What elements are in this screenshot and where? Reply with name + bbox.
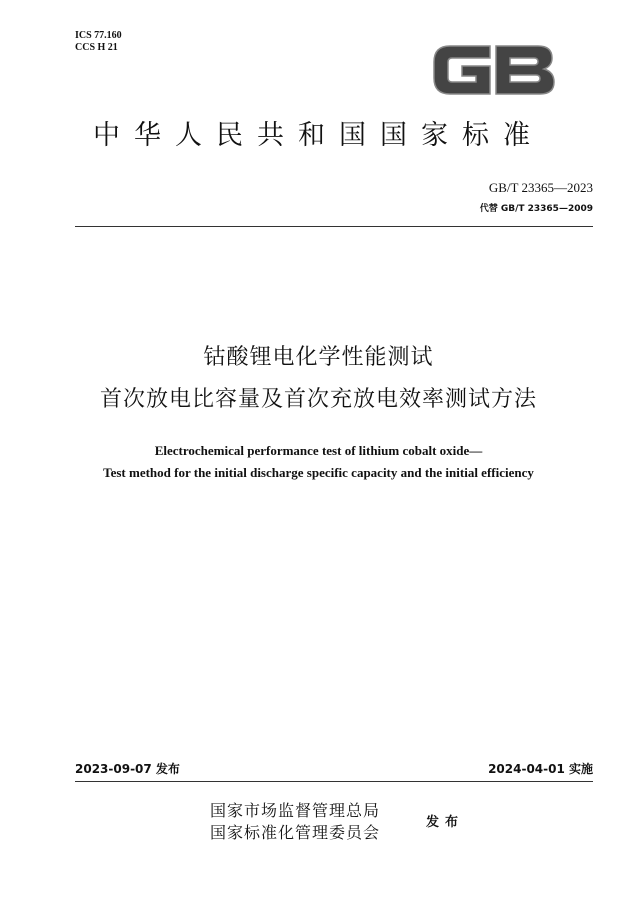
standard-number: GB/T 23365—2023 (488, 180, 593, 195)
issuer-samr: 国家市场监督管理总局 (210, 801, 381, 820)
ccs-code: CCS H 21 (75, 42, 118, 53)
publish-label: 发布 (426, 815, 465, 830)
gb-logo-icon (430, 40, 558, 100)
en-title-line2: Test method for the initial discharge specific capacity and the initial efficiency (103, 465, 534, 480)
implementation-date: 2024-04-01 实施 (488, 762, 593, 776)
org-title: 中华人民共和国国家标准 (93, 120, 544, 151)
issuing-authorities (210, 800, 380, 844)
replaces-note: 代替 GB/T 23365—2009 (479, 204, 593, 214)
cn-title-line2: 首次放电比容量及首次充放电效率测试方法 (99, 387, 537, 412)
issuer-sac: 国家标准化管理委员会 (210, 823, 381, 842)
ics-code: ICS 77.160 (75, 30, 122, 41)
classification-codes (75, 30, 122, 54)
cn-title-line1: 钴酸锂电化学性能测试 (203, 345, 434, 370)
top-divider (75, 226, 593, 227)
en-title-line1: Electrochemical performance test of lithium cobalt oxide— (154, 443, 483, 458)
issue-date: 2023-09-07 发布 (75, 762, 180, 776)
bottom-divider (75, 781, 593, 782)
